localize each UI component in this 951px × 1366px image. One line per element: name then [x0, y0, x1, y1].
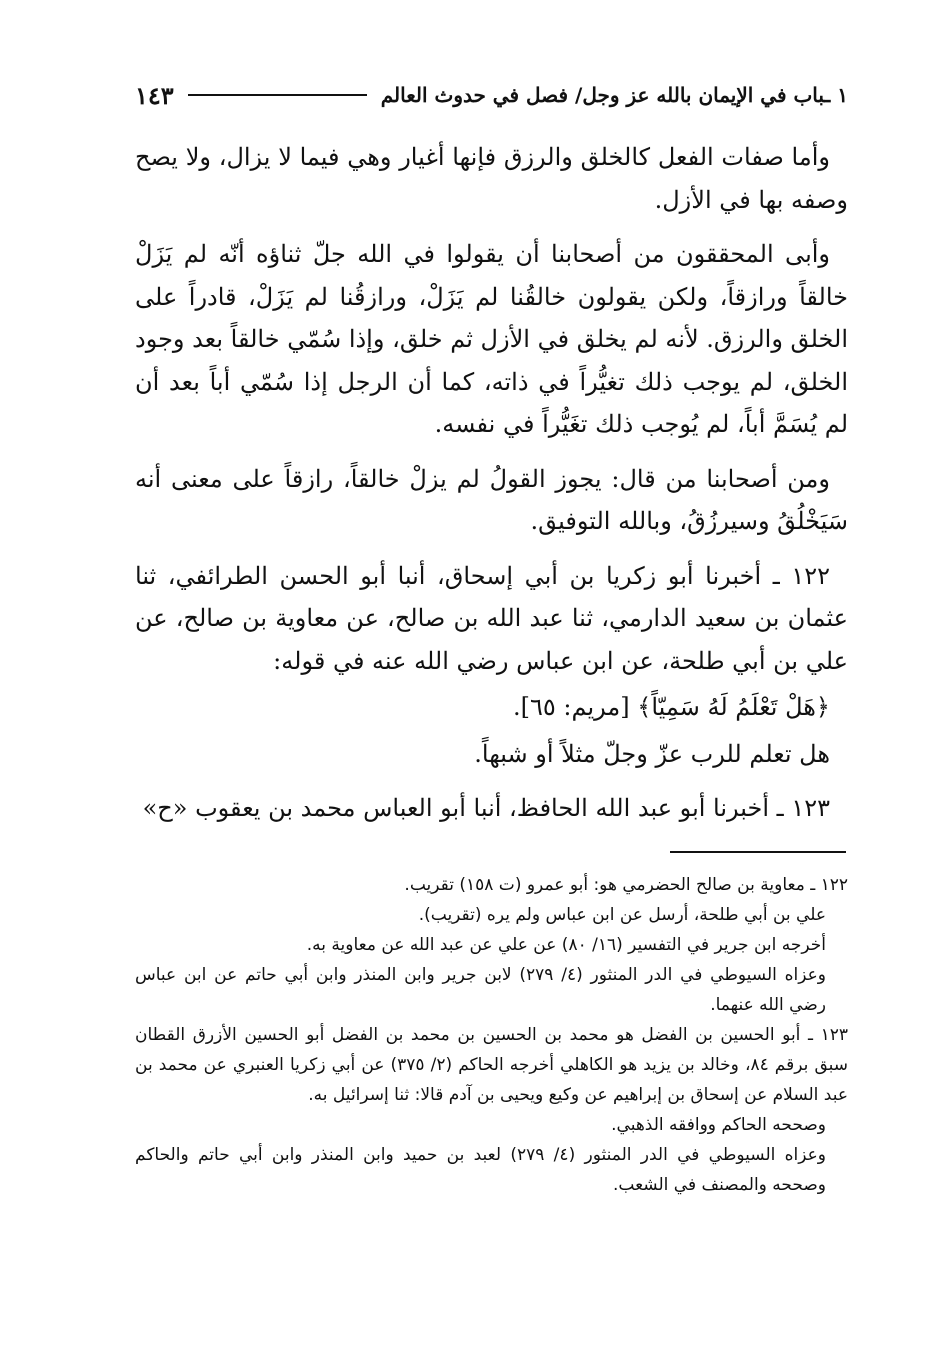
paragraph-attributes-of-action: وأما صفات الفعل كالخلق والرزق فإنها أغيار وهي فيما لا يزال، ولا يصح وصفه بها في الأزل.	[135, 143, 848, 214]
footnote-122-line: علي بن أبي طلحة، أرسل عن ابن عباس ولم يره (تقريب).	[418, 905, 826, 925]
main-text	[135, 136, 848, 842]
chapter-title: ١ ـباب في الإيمان بالله عز وجل/ فصل في حدوث العالم	[380, 83, 848, 107]
footnote-123-line: وصححه الحاكم ووافقه الذهبي.	[611, 1115, 826, 1135]
footnote-123: ١٢٣ ـ أبو الحسين بن الفضل هو محمد بن الحسين بن محمد بن الفضل أبو الحسين الأزرق القطان سبق برقم ٨٤، وخالد بن يزيد هو الكاهلي أخرجه الحاكم (٢/ ٣٧٥) عن أبي زكريا العنبري عن محمد بن عبد السلام عن إسحاق بن إبراهيم عن وكيع ويحيى بن آدم قالا: ثنا إسرائيل به.	[135, 1025, 848, 1105]
paragraph-other-view: ومن أصحابنا من قال: يجوز القولُ لم يزلْ خالقاً، رازقاً على معنى أنه سَيَخْلُقُ وسيرزُقُ، وبالله التوفيق.	[135, 464, 848, 535]
page-number: ١٤٣	[135, 80, 174, 110]
hadith-123: ١٢٣ ـ أخبرنا أبو عبد الله الحافظ، أنبا أبو العباس محمد بن يعقوب «ح»	[142, 794, 830, 822]
verse-explanation: هل تعلم للرب عزّ وجلّ مثلاً أو شبهاً.	[474, 739, 830, 768]
footnote-123-line: وعزاه السيوطي في الدر المنثور (٤/ ٢٧٩) لعبد بن حميد وابن المنذر وابن أبي حاتم والحاكم وصححه والمصنف في الشعب.	[135, 1145, 827, 1195]
footnote-122-line: وعزاه السيوطي في الدر المنثور (٤/ ٢٧٩) لابن جرير وابن المنذر وابن أبي حاتم عن ابن عباس رضي الله عنهما.	[135, 965, 826, 1015]
footnote-122-line: أخرجه ابن جرير في التفسير (١٦/ ٨٠) عن علي عن عبد الله عن معاوية به.	[306, 935, 826, 955]
footnotes	[135, 870, 848, 1200]
header-rule	[188, 94, 367, 96]
running-header	[135, 80, 848, 110]
quran-verse: ﴿هَلْ تَعْلَمُ لَهُ سَمِيّاً﴾ [مريم: ٦٥].	[513, 693, 830, 721]
footnote-122: ١٢٢ ـ معاوية بن صالح الحضرمي هو: أبو عمرو (ت ١٥٨) تقريب.	[404, 875, 848, 895]
paragraph-verifiers-view: وأبى المحققون من أصحابنا أن يقولوا في الله جلّ ثناؤه أنّه لم يَزَلْ خالقاً ورازقاً، ولكن يقولون خالقُنا لم يَزَلْ، ورازقُنا لم يَزَلْ، قادراً على الخلق والرزق. لأنه لم يخلق في الأزل ثم خلق، وإذا سُمّي خالقاً بعد وجود الخلق، لم يوجب ذلك تغيُّراً في ذاته، كما أن الرجل إذا سُمّي أباً بعد أن لم يُسَمَّ أباً، لم يُوجب ذلك تغَيُّراً في نفسه.	[135, 240, 848, 438]
hadith-122: ١٢٢ ـ أخبرنا أبو زكريا بن أبي إسحاق، أنبا أبو الحسن الطرائفي، ثنا عثمان بن سعيد الدارمي، ثنا عبد الله بن صالح، عن معاوية بن صالح، عن علي بن أبي طلحة، عن ابن عباس رضي الله عنه في قوله:	[135, 561, 848, 675]
footnote-separator	[670, 851, 846, 853]
